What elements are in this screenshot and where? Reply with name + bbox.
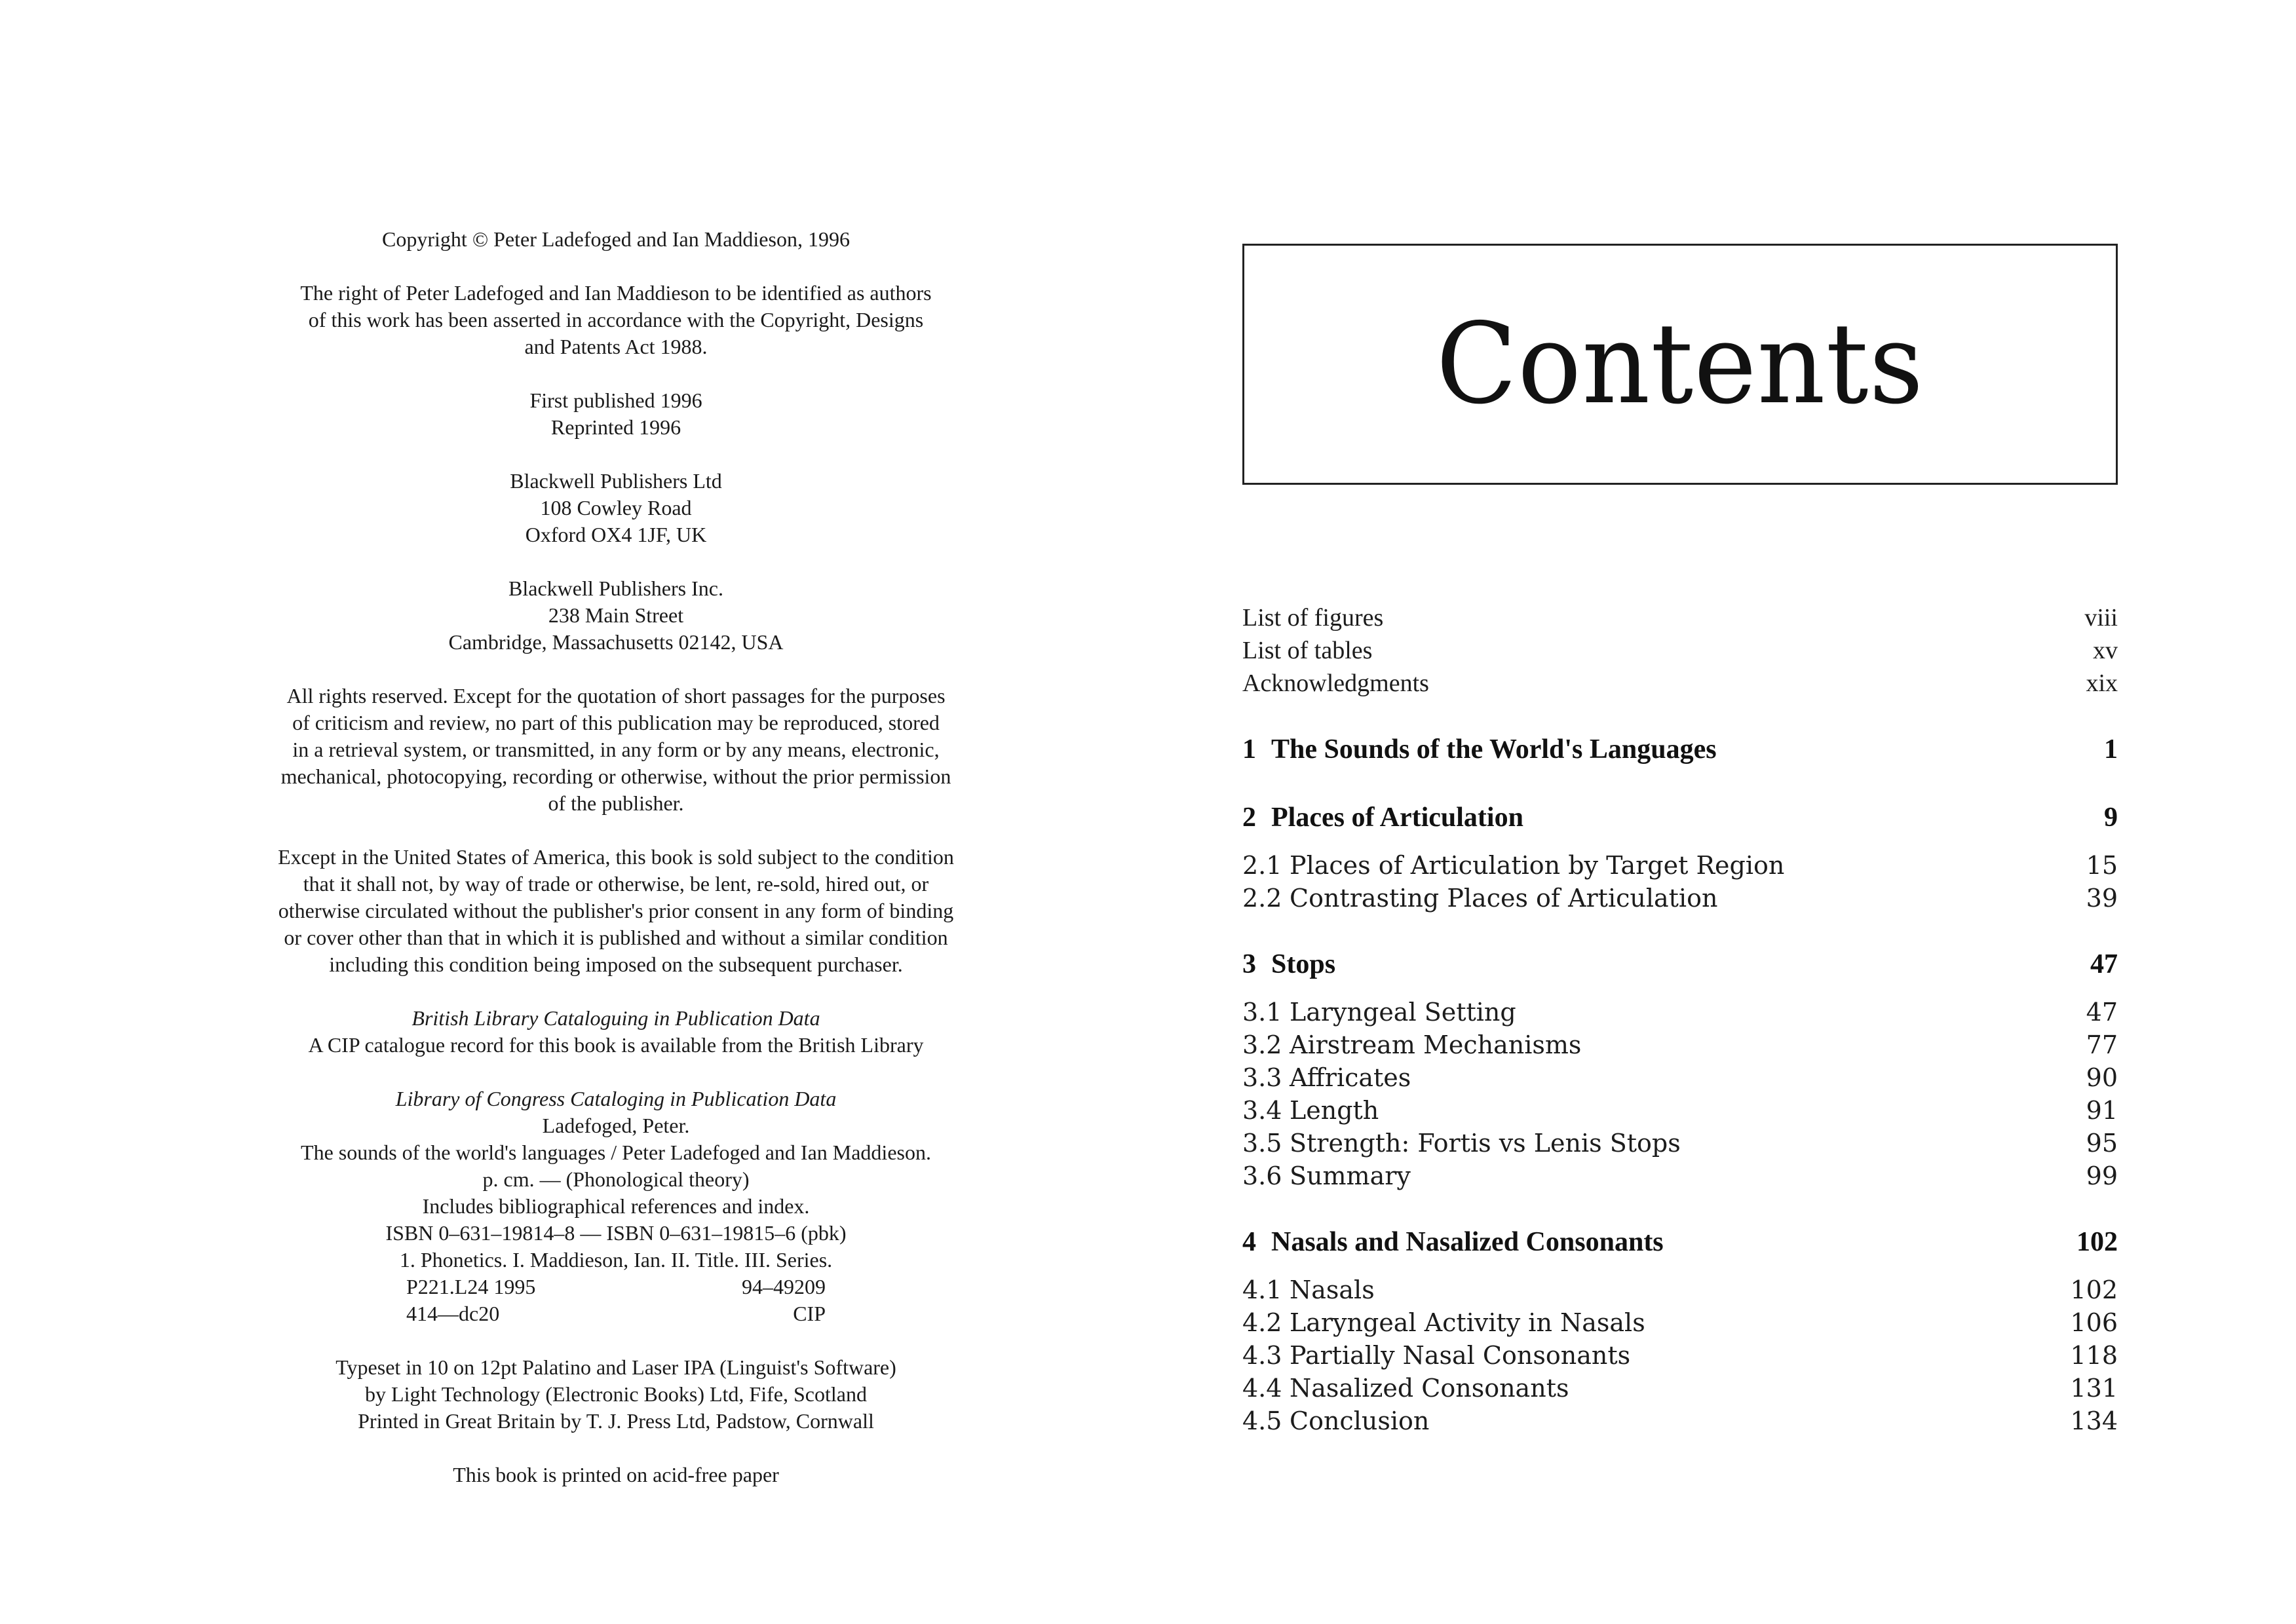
toc-section-page: 99 [2086, 1161, 2118, 1190]
toc-chapter-title: Stops [1271, 949, 1336, 979]
toc-section-number: 3.5 [1242, 1129, 1282, 1158]
classification-right: 94–49209 [742, 1275, 826, 1298]
typeset-line: by Light Technology (Electronic Books) Ltd, Fife, Scotland [365, 1382, 867, 1406]
toc-item-title: Acknowledgments [1242, 670, 1429, 697]
toc-section [1242, 1372, 2118, 1405]
toc-section-title: Strength: Fortis vs Lenis Stops [1290, 1129, 1681, 1158]
toc-section [1242, 1160, 2118, 1192]
toc-section-title: Nasalized Consonants [1290, 1374, 1569, 1403]
toc-section [1242, 882, 2118, 915]
imprint-line: First published 1996 [529, 388, 702, 412]
imprint-block [223, 683, 1009, 817]
toc-section-page: 118 [2070, 1341, 2118, 1370]
toc-chapter [1242, 1224, 2118, 1260]
british-library-block [223, 1005, 1009, 1059]
toc-chapter-title: Nasals and Nasalized Consonants [1271, 1227, 1664, 1257]
table-of-contents [1242, 601, 2118, 1437]
toc-section-title: Partially Nasal Consonants [1290, 1341, 1631, 1370]
toc-front-matter-item [1242, 634, 2118, 667]
toc-section-page: 106 [2070, 1308, 2118, 1337]
imprint-line: of this work has been asserted in accordance with the Copyright, Designs [308, 308, 924, 331]
toc-chapter-number: 2 [1242, 803, 1256, 833]
library-of-congress-line: Includes bibliographical references and index. [422, 1194, 810, 1218]
imprint-line: Cambridge, Massachusetts 02142, USA [448, 630, 784, 654]
toc-item-page: xix [2086, 670, 2118, 697]
library-of-congress-line: Ladefoged, Peter. [542, 1114, 690, 1137]
toc-chapter-number: 4 [1242, 1227, 1256, 1257]
library-of-congress-line: 1. Phonetics. I. Maddieson, Ian. II. Title. III. Series. [399, 1248, 833, 1272]
toc-section-page: 39 [2086, 884, 2118, 913]
toc-section [1242, 1339, 2118, 1372]
toc-section-page: 77 [2086, 1030, 2118, 1059]
imprint-block [223, 844, 1009, 978]
toc-section-title: Contrasting Places of Articulation [1290, 884, 1718, 913]
imprint-line: The right of Peter Ladefoged and Ian Maddieson to be identified as authors [300, 281, 932, 305]
toc-item-page: viii [2084, 604, 2118, 632]
imprint-line: of the publisher. [548, 791, 684, 815]
typeset-line: Printed in Great Britain by T. J. Press Ltd, Padstow, Cornwall [358, 1409, 874, 1433]
classification-left: 414—dc20 [406, 1302, 500, 1325]
contents-title: Contents [1436, 299, 1924, 429]
toc-section-page: 47 [2086, 998, 2118, 1027]
imprint-block [223, 226, 1009, 253]
toc-chapter [1242, 731, 2118, 768]
toc-section-title: Conclusion [1290, 1407, 1430, 1435]
toc-section [1242, 996, 2118, 1029]
classification-line [354, 1274, 878, 1300]
toc-section-title: Airstream Mechanisms [1290, 1030, 1582, 1059]
toc-section-number: 4.2 [1242, 1308, 1282, 1337]
toc-chapter [1242, 799, 2118, 836]
imprint-block [223, 575, 1009, 656]
imprint-line: Reprinted 1996 [550, 415, 681, 439]
contents-page [1148, 0, 2296, 1624]
toc-front-matter-item [1242, 601, 2118, 634]
imprint-line: 108 Cowley Road [540, 496, 692, 519]
toc-section-page: 90 [2086, 1063, 2118, 1092]
toc-section-number: 4.1 [1242, 1275, 1282, 1304]
library-of-congress-block [223, 1086, 1009, 1327]
imprint-line: Blackwell Publishers Inc. [508, 576, 723, 600]
toc-chapter-page: 47 [2090, 949, 2118, 979]
library-of-congress-line: ISBN 0–631–19814–8 — ISBN 0–631–19815–6 (pbk) [385, 1221, 847, 1245]
toc-section [1242, 1405, 2118, 1437]
toc-section-number: 3.2 [1242, 1030, 1282, 1059]
imprint-line: of criticism and review, no part of this publication may be reproduced, stored [292, 711, 940, 734]
toc-section-page: 102 [2070, 1275, 2118, 1304]
acid-free-note: This book is printed on acid-free paper [453, 1463, 779, 1486]
toc-section [1242, 1061, 2118, 1094]
library-of-congress-line: The sounds of the world's languages / Peter Ladefoged and Ian Maddieson. [301, 1141, 931, 1164]
toc-section-number: 3.4 [1242, 1096, 1282, 1125]
library-of-congress-heading: Library of Congress Cataloging in Publication Data [395, 1087, 837, 1110]
toc-chapter-page: 102 [2076, 1227, 2118, 1257]
toc-chapter-number: 1 [1242, 734, 1256, 765]
imprint-line: otherwise circulated without the publisher's prior consent in any form of binding [278, 899, 954, 922]
toc-section [1242, 1306, 2118, 1339]
british-library-text: A CIP catalogue record for this book is available from the British Library [308, 1033, 924, 1057]
toc-section [1242, 1127, 2118, 1160]
toc-section-number: 2.1 [1242, 851, 1282, 880]
imprint-line: including this condition being imposed on the subsequent purchaser. [329, 953, 903, 976]
classification-right: CIP [793, 1302, 826, 1325]
imprint-line: or cover other than that in which it is published and without a similar condition [284, 926, 948, 949]
typeset-block [223, 1354, 1009, 1435]
toc-section [1242, 849, 2118, 882]
imprint-line: All rights reserved. Except for the quotation of short passages for the purposes [286, 684, 946, 708]
toc-section-page: 134 [2070, 1407, 2118, 1435]
toc-chapter-title: The Sounds of the World's Languages [1271, 734, 1717, 765]
imprint-line: Oxford OX4 1JF, UK [525, 523, 707, 546]
toc-section-number: 2.2 [1242, 884, 1282, 913]
toc-section-title: Laryngeal Setting [1290, 998, 1516, 1027]
toc-section-number: 3.6 [1242, 1161, 1282, 1190]
imprint-line: that it shall not, by way of trade or otherwise, be lent, re-sold, hired out, or [303, 872, 929, 896]
toc-section [1242, 1094, 2118, 1127]
toc-front-matter-item [1242, 667, 2118, 700]
classification-line [354, 1300, 878, 1327]
toc-chapter-title: Places of Articulation [1271, 803, 1523, 833]
toc-section-title: Summary [1290, 1161, 1411, 1190]
toc-section-number: 4.3 [1242, 1341, 1282, 1370]
toc-section-title: Places of Articulation by Target Region [1290, 851, 1785, 880]
library-of-congress-line: p. cm. — (Phonological theory) [482, 1167, 750, 1191]
toc-section-number: 4.5 [1242, 1407, 1282, 1435]
toc-section-number: 3.1 [1242, 998, 1282, 1027]
imprint-line: in a retrieval system, or transmitted, in any form or by any means, electronic, [292, 738, 940, 761]
toc-chapter-number: 3 [1242, 949, 1256, 979]
imprint-line: mechanical, photocopying, recording or otherwise, without the prior permission [280, 765, 951, 788]
british-library-heading: British Library Cataloguing in Publication Data [411, 1006, 820, 1030]
imprint-text [223, 226, 1009, 1515]
imprint-line: Blackwell Publishers Ltd [510, 469, 722, 493]
typeset-line: Typeset in 10 on 12pt Palatino and Laser IPA (Linguist's Software) [335, 1355, 896, 1379]
imprint-line: Except in the United States of America, this book is sold subject to the condition [278, 845, 954, 869]
toc-item-title: List of tables [1242, 637, 1373, 664]
toc-section-title: Length [1290, 1096, 1379, 1125]
toc-section-title: Affricates [1290, 1063, 1411, 1092]
toc-section-title: Laryngeal Activity in Nasals [1290, 1308, 1645, 1337]
toc-section-page: 15 [2086, 851, 2118, 880]
toc-section-page: 91 [2086, 1096, 2118, 1125]
toc-section-number: 3.3 [1242, 1063, 1282, 1092]
classification-left: P221.L24 1995 [406, 1275, 536, 1298]
imprint-line: 238 Main Street [548, 603, 684, 627]
toc-section-title: Nasals [1290, 1275, 1375, 1304]
imprint-line: and Patents Act 1988. [524, 335, 708, 358]
imprint-block [223, 387, 1009, 441]
toc-section-number: 4.4 [1242, 1374, 1282, 1403]
toc-chapter-page: 9 [2104, 803, 2118, 833]
imprint-block [223, 468, 1009, 548]
toc-item-title: List of figures [1242, 604, 1384, 632]
imprint-line: Copyright © Peter Ladefoged and Ian Maddieson, 1996 [382, 227, 850, 251]
toc-section [1242, 1274, 2118, 1306]
toc-section [1242, 1029, 2118, 1061]
toc-section-page: 95 [2086, 1129, 2118, 1158]
toc-item-page: xv [2093, 637, 2118, 664]
toc-chapter [1242, 946, 2118, 983]
imprint-block [223, 280, 1009, 360]
contents-title-box [1242, 244, 2118, 485]
toc-section-page: 131 [2070, 1374, 2118, 1403]
toc-chapter-page: 1 [2104, 734, 2118, 765]
